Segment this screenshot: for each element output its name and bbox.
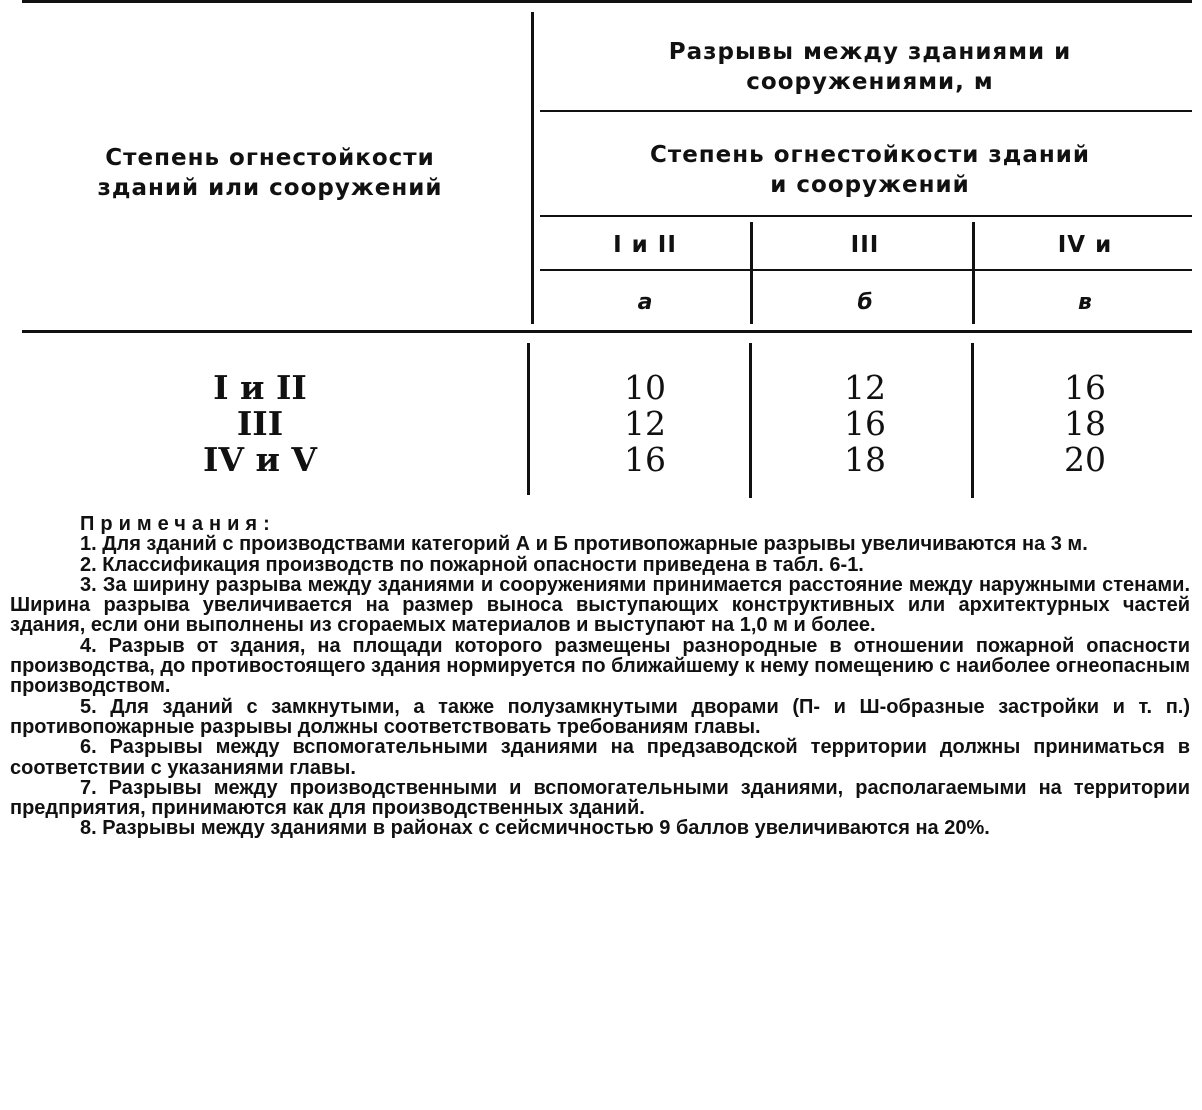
- note-4: 4. Разрыв от здания, на площади которого размещены разнородные в отношении пожарной опасности производства, до противостоящего здания нормируется по ближайшему к нему помещению с наиболее огнеопасным производством.: [10, 634, 1190, 698]
- cell-1-v: 16: [1064, 368, 1106, 407]
- cell-1-a: 10: [624, 368, 666, 407]
- sub-header: Степень огнестойкости зданий и сооружений: [649, 142, 1090, 198]
- cell-2-a: 12: [624, 404, 666, 443]
- note-7: 7. Разрывы между производственными и вспомогательными зданиями, располагаемыми на территории предприятия, принимаются как для производственных зданий.: [10, 776, 1190, 820]
- column-letter-a: а: [637, 290, 653, 315]
- cell-3-b: 18: [844, 440, 886, 479]
- subheader-rule: [540, 215, 1192, 217]
- group-header: Разрывы между зданиями и сооружениями, м: [668, 39, 1072, 95]
- note-8: 8. Разрывы между зданиями в районах с сейсмичностью 9 баллов увеличиваются на 20%.: [80, 817, 990, 840]
- note-1: 1. Для зданий с производствами категорий А и Б противопожарные разрывы увеличиваются на 3 м.: [80, 533, 1088, 556]
- cell-2-b: 16: [844, 404, 886, 443]
- cell-2-v: 18: [1064, 404, 1106, 443]
- column-letter-v: в: [1078, 290, 1092, 315]
- cell-3-a: 16: [624, 440, 666, 479]
- row-label-1: I и II: [213, 368, 307, 407]
- stub-header: Степень огнестойкости зданий или сооружений: [97, 145, 443, 201]
- cell-1-b: 12: [844, 368, 886, 407]
- row-label-3: IV и V: [202, 440, 318, 479]
- note-2: 2. Классификация производств по пожарной опасности приведена в табл. 6-1.: [80, 553, 864, 576]
- cell-3-v: 20: [1064, 440, 1106, 479]
- note-5: 5. Для зданий с замкнутыми, а также полузамкнутыми дворами (П- и Ш-образные застройки и т. п.) противопожарные разрывы должны соответствовать требованиям главы.: [10, 695, 1190, 738]
- column-label-3: IV и: [1057, 232, 1113, 258]
- column-label-rule: [540, 269, 1192, 271]
- stub-divider: [531, 12, 534, 324]
- notes-title: Примечания:: [80, 513, 276, 535]
- group-header-rule: [540, 110, 1192, 112]
- column-letter-b: б: [857, 290, 873, 315]
- column-label-2: III: [850, 232, 880, 258]
- note-6: 6. Разрывы между вспомогательными зданиями на предзаводской территории должны приниматься в соответствии с указаниями главы.: [10, 736, 1190, 779]
- stub-divider-body: [527, 343, 530, 495]
- column-label-1: I и II: [613, 232, 677, 258]
- table-top-rule: [22, 0, 1192, 3]
- notes-block: [10, 514, 1190, 839]
- row-label-2: III: [236, 404, 284, 443]
- col-divider-1-body: [749, 343, 752, 498]
- col-divider-2-body: [971, 343, 974, 498]
- col-divider-2: [972, 222, 975, 324]
- note-3: 3. За ширину разрыва между зданиями и сооружениями принимается расстояние между наружными стенами. Ширина разрыва увеличивается на размер выноса выступающих конструктивных или архитектурных частей здания, если они выполнены из сгораемых материалов и выступают на 1,0 м и более.: [10, 573, 1190, 637]
- col-divider-1: [750, 222, 753, 324]
- table-header-bottom-rule: [22, 330, 1192, 333]
